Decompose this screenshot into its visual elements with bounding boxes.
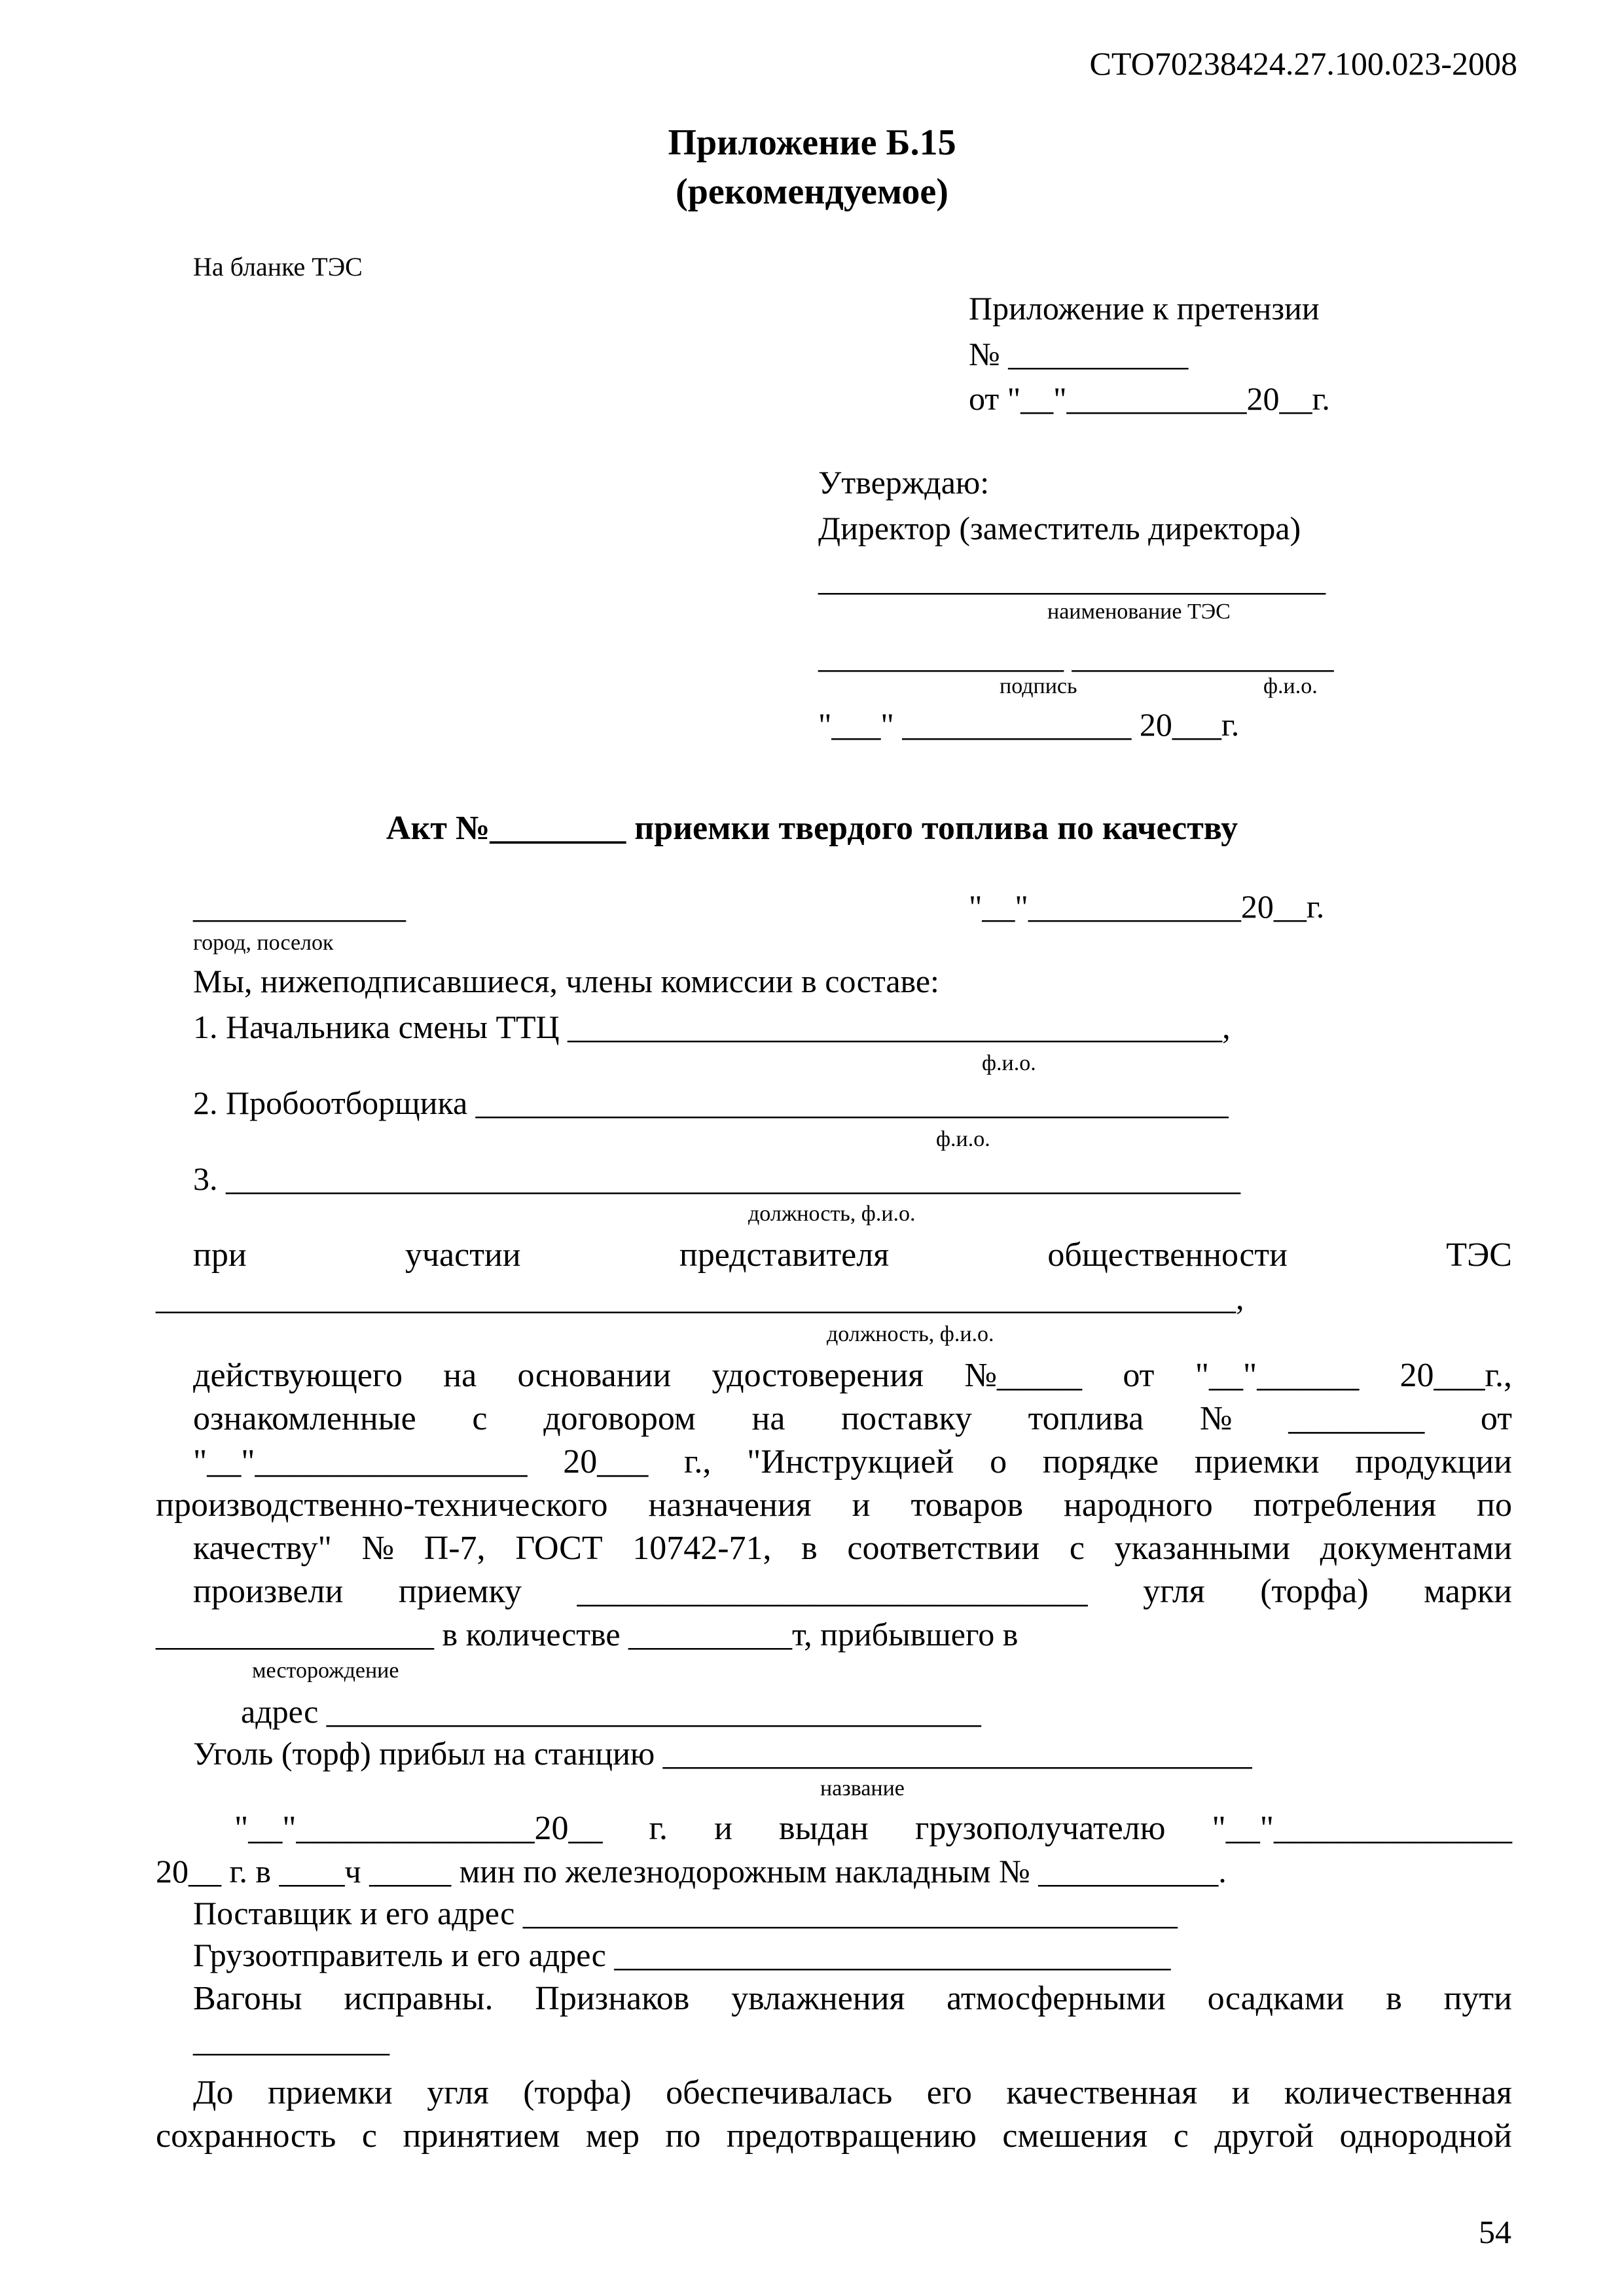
word: ______________________________	[577, 1573, 1088, 1610]
word: ГОСТ	[515, 1530, 603, 1567]
word: смешения	[1002, 2117, 1148, 2155]
word: №_____	[964, 1357, 1083, 1394]
claim-ref-line1: Приложение к претензии	[969, 290, 1320, 327]
word: производственно-технического	[156, 1486, 608, 1524]
station-label: название	[820, 1776, 905, 1801]
director-title: Директор (заместитель директора)	[818, 510, 1301, 547]
word: произвели	[193, 1573, 344, 1610]
paragraph-line-6	[193, 1575, 1512, 1609]
address-line: адрес ________________________________________	[241, 1693, 981, 1730]
word: договором	[543, 1400, 696, 1437]
issued-line-1	[234, 1812, 1512, 1846]
word: приемки	[1194, 1443, 1320, 1480]
word: качественная	[1006, 2074, 1198, 2111]
word: общественности	[1047, 1236, 1288, 1274]
word: Вагоны	[193, 1980, 302, 2017]
last-paragraph-line-1	[193, 2076, 1512, 2110]
shipper-line: Грузоотправитель и его адрес __________________________________	[193, 1937, 1171, 1973]
word: действующего	[193, 1357, 403, 1394]
wagons-line	[193, 1982, 1512, 2016]
word: с	[1069, 1530, 1085, 1567]
member-2: 2. Пробоотборщика ______________________________________________	[193, 1085, 1229, 1121]
word: с	[472, 1400, 488, 1437]
word: Признаков	[535, 1980, 690, 2017]
appendix-title: Приложение Б.15	[668, 122, 956, 163]
word: при	[193, 1236, 247, 1274]
deposit-label: месторождение	[252, 1659, 399, 1683]
word: ТЭС	[1446, 1236, 1512, 1274]
word: ________	[1288, 1400, 1425, 1437]
claim-ref-date: от "__"___________20__г.	[969, 380, 1330, 417]
paragraph-line-4	[156, 1488, 1512, 1522]
paragraph-line-3	[193, 1445, 1512, 1479]
word: продукции	[1355, 1443, 1512, 1480]
word: "__"______________	[1212, 1810, 1512, 1847]
appendix-subtitle: (рекомендуемое)	[676, 171, 948, 212]
city-label: город, поселок	[193, 931, 334, 955]
city-line: _____________	[193, 888, 406, 925]
word: №	[361, 1530, 395, 1567]
word: пути	[1443, 1980, 1512, 2017]
fio-label: ф.и.о.	[1263, 674, 1318, 698]
word: основании	[517, 1357, 672, 1394]
word: угля	[427, 2074, 489, 2111]
word: марки	[1424, 1573, 1512, 1610]
letterhead-note: На бланке ТЭС	[193, 252, 363, 281]
word: удостоверения	[712, 1357, 924, 1394]
word: потребления	[1253, 1486, 1437, 1524]
word: угля	[1143, 1573, 1205, 1610]
word: соответствии	[847, 1530, 1040, 1567]
word: с	[361, 2117, 377, 2155]
word: в	[801, 1530, 818, 1567]
word: 10742-71,	[632, 1530, 772, 1567]
word: представителя	[679, 1236, 890, 1274]
representative-line: __________________________________________________________________,	[156, 1280, 1244, 1316]
word: и	[714, 1810, 732, 1847]
word: на	[751, 1400, 785, 1437]
signature-line: _______________ ________________	[818, 638, 1334, 675]
word: на	[443, 1357, 477, 1394]
word: поставку	[841, 1400, 972, 1437]
paragraph-line-1	[193, 1359, 1512, 1393]
word: "__"______	[1195, 1357, 1360, 1394]
supplier-line: Поставщик и его адрес ________________________________________	[193, 1895, 1178, 1931]
word: №	[1199, 1400, 1233, 1437]
word: порядке	[1042, 1443, 1159, 1480]
word: с	[1173, 2117, 1189, 2155]
word: г.	[649, 1810, 668, 1847]
word: его	[926, 2074, 972, 2111]
word: в	[1386, 1980, 1402, 2017]
word: о	[990, 1443, 1007, 1480]
commission-intro: Мы, нижеподписавшиеся, члены комиссии в составе:	[193, 963, 939, 999]
act-date: "__"_____________20__г.	[969, 888, 1325, 925]
word: принятием	[403, 2117, 560, 2155]
word: мер	[585, 2117, 640, 2155]
word: "__"______________20__	[234, 1810, 603, 1847]
paragraph-line-2	[193, 1402, 1512, 1436]
word: "Инструкцией	[747, 1443, 954, 1480]
word: от	[1480, 1400, 1512, 1437]
word: назначения	[648, 1486, 812, 1524]
signature-label: подпись	[1000, 674, 1077, 698]
last-paragraph-line-2	[156, 2119, 1512, 2153]
word: (торфа)	[523, 2074, 632, 2111]
tes-name-label: наименование ТЭС	[1047, 600, 1231, 624]
word: приемки	[267, 2074, 393, 2111]
member-1: 1. Начальника смены ТТЦ ________________________________________,	[193, 1009, 1231, 1045]
word: (торфа)	[1260, 1573, 1369, 1610]
word: исправны.	[344, 1980, 494, 2017]
word: ознакомленные	[193, 1400, 416, 1437]
approval-date: "___" ______________ 20___г.	[818, 706, 1240, 743]
word: по	[1477, 1486, 1512, 1524]
participation-line	[193, 1238, 1512, 1272]
page-number: 54	[1479, 2214, 1511, 2250]
paragraph-line-5	[193, 1532, 1512, 1566]
word: товаров	[911, 1486, 1024, 1524]
word: количественная	[1284, 2074, 1512, 2111]
member-3-label: должность, ф.и.о.	[748, 1202, 916, 1226]
word: и	[852, 1486, 871, 1524]
word: по	[665, 2117, 701, 2155]
word: предотвращению	[726, 2117, 977, 2155]
word: осадками	[1207, 1980, 1344, 2017]
word: другой	[1214, 2117, 1314, 2155]
act-title: Акт №________ приемки твердого топлива по качеству	[386, 810, 1238, 847]
word: и	[1231, 2074, 1250, 2111]
word: документами	[1320, 1530, 1512, 1567]
word: атмосферными	[947, 1980, 1166, 2017]
word: приемку	[398, 1573, 522, 1610]
word: "__"________________	[193, 1443, 528, 1480]
claim-ref-number: № ___________	[969, 336, 1189, 372]
word: участии	[405, 1236, 521, 1274]
word: грузополучателю	[914, 1810, 1166, 1847]
word: топлива	[1028, 1400, 1144, 1437]
word: указанными	[1114, 1530, 1291, 1567]
word: П-7,	[424, 1530, 486, 1567]
word: г.,	[683, 1443, 712, 1480]
member-3: 3. ______________________________________________________________	[193, 1160, 1240, 1197]
paragraph-line-7: _________________ в количестве __________т, прибывшего в	[156, 1616, 1019, 1653]
word: качеству"	[193, 1530, 332, 1567]
station-line: Уголь (торф) прибыл на станцию ____________________________________	[193, 1735, 1252, 1772]
word: 20___г.,	[1399, 1357, 1512, 1394]
document-code: СТО70238424.27.100.023-2008	[1089, 45, 1517, 82]
word: от	[1123, 1357, 1155, 1394]
approve-heading: Утверждаю:	[818, 464, 990, 501]
wagons-blank: ____________	[193, 2022, 389, 2058]
member-2-label: ф.и.о.	[936, 1127, 990, 1151]
representative-label: должность, ф.и.о.	[827, 1322, 994, 1346]
word: выдан	[779, 1810, 869, 1847]
word: обеспечивалась	[666, 2074, 893, 2111]
word: сохранность	[156, 2117, 336, 2155]
word: увлажнения	[731, 1980, 905, 2017]
word: однородной	[1339, 2117, 1512, 2155]
word: народного	[1064, 1486, 1213, 1524]
word: 20___	[563, 1443, 649, 1480]
issued-line-2: 20__ г. в ____ч _____ мин по железнодорожным накладным № ___________.	[156, 1853, 1227, 1890]
member-1-label: ф.и.о.	[982, 1051, 1036, 1075]
tes-name-line: _______________________________	[818, 561, 1326, 598]
word: До	[193, 2074, 234, 2111]
